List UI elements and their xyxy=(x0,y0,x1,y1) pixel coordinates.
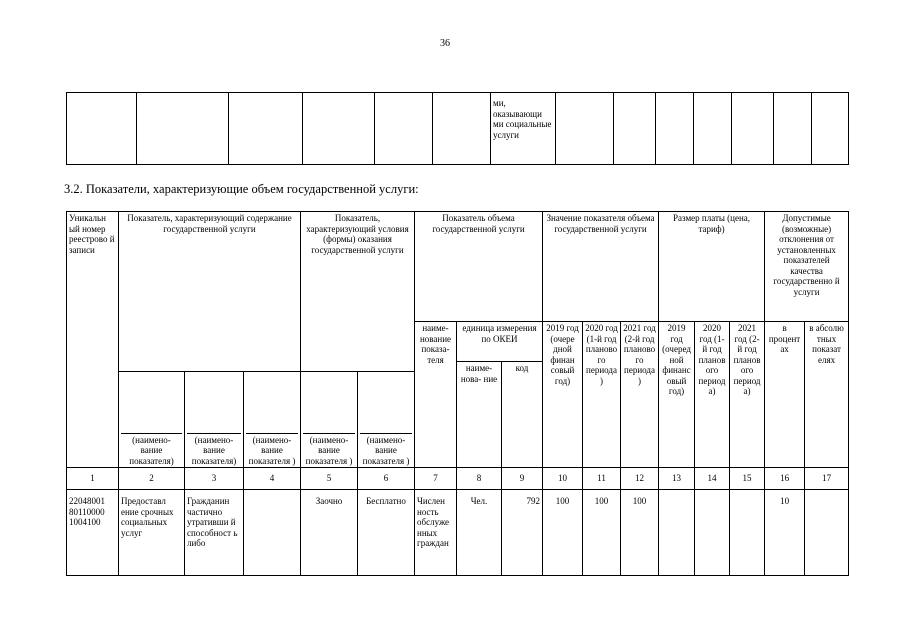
cell-indicator: Числен ность обслуже нных граждан xyxy=(415,490,457,576)
column-number-14: 14 xyxy=(695,468,730,490)
header-unit-code: код xyxy=(502,362,543,468)
name-placeholder-5: (наимено- вание показателя ) xyxy=(358,372,415,468)
header-volume-indicator: Показатель объема государственной услуги xyxy=(415,212,543,322)
column-number-8: 8 xyxy=(457,468,502,490)
header-deviations: Допустимые (возможные) отклонения от установленных показателей качества государственно й услуги xyxy=(765,212,849,322)
column-number-4: 4 xyxy=(244,468,301,490)
cell-value-2020: 100 xyxy=(583,490,621,576)
column-number-9: 9 xyxy=(502,468,543,490)
top-table xyxy=(66,92,849,165)
top-cell-9 xyxy=(614,93,656,165)
top-cell-2 xyxy=(137,93,229,165)
header-unit: единица измерения по ОКЕИ xyxy=(457,322,543,362)
cell-fee-2021 xyxy=(730,490,765,576)
header-indicator-name: наиме- нование показа- теля xyxy=(415,322,457,468)
cell-col4 xyxy=(244,490,301,576)
cell-unit-code: 792 xyxy=(502,490,543,576)
header-conditions-indicator: Показатель, характеризующий условия (формы) оказания государственной услуги xyxy=(301,212,415,372)
top-cell-3 xyxy=(229,93,303,165)
cell-fee-2020 xyxy=(695,490,730,576)
cell-payment: Бесплатно xyxy=(358,490,415,576)
column-number-1: 1 xyxy=(67,468,119,490)
column-number-12: 12 xyxy=(621,468,659,490)
name-placeholder-1: (наимено- вание показателя) xyxy=(119,372,185,468)
page-number: 36 xyxy=(440,38,450,49)
header-year-2019-fee: 2019 год (очеред ной финанс овый год) xyxy=(659,322,695,468)
header-in-absolute: в абсолю тных показат елях xyxy=(805,322,849,468)
header-in-percent: в процент ах xyxy=(765,322,805,468)
top-cell-13 xyxy=(774,93,812,165)
top-cell-service: ми, оказывающи ми социальные услуги xyxy=(491,93,556,165)
column-number-5: 5 xyxy=(301,468,358,490)
header-year-2020-value: 2020 год (1-й год планово го периода ) xyxy=(583,322,621,468)
cell-deviation-absolute xyxy=(805,490,849,576)
header-unique-number: Уникальн ый номер реестрово й записи xyxy=(67,212,119,468)
name-placeholder-4: (наимено- вание показателя ) xyxy=(301,372,358,468)
header-year-2020-fee: 2020 год (1- й год планов ого период а) xyxy=(695,322,730,468)
section-title: 3.2. Показатели, характеризующие объем государственной услуги: xyxy=(64,182,419,196)
column-number-2: 2 xyxy=(119,468,185,490)
header-year-2021-fee: 2021 год (2- й год планов ого период а) xyxy=(730,322,765,468)
header-year-2019-value: 2019 год (очере дной финан совый год) xyxy=(543,322,583,468)
column-number-15: 15 xyxy=(730,468,765,490)
top-cell-4 xyxy=(303,93,375,165)
cell-deviation-percent: 10 xyxy=(765,490,805,576)
top-cell-12 xyxy=(732,93,774,165)
table-row xyxy=(67,490,849,576)
top-cell-10 xyxy=(656,93,694,165)
column-number-13: 13 xyxy=(659,468,695,490)
top-cell-5 xyxy=(375,93,433,165)
cell-value-2019: 100 xyxy=(543,490,583,576)
name-placeholder-3: (наимено- вание показателя ) xyxy=(244,372,301,468)
cell-service-content: Предоставл ение срочных социальных услуг xyxy=(119,490,185,576)
cell-value-2021: 100 xyxy=(621,490,659,576)
column-number-16: 16 xyxy=(765,468,805,490)
column-number-7: 7 xyxy=(415,468,457,490)
cell-citizen-category: Гражданин частично утративши й способност ь либо xyxy=(185,490,244,576)
column-number-17: 17 xyxy=(805,468,849,490)
header-volume-value: Значение показателя объема государственной услуги xyxy=(543,212,659,322)
top-cell-1 xyxy=(67,93,137,165)
top-cell-11 xyxy=(694,93,732,165)
header-year-2021-value: 2021 год (2-й год планово го периода ) xyxy=(621,322,659,468)
column-number-10: 10 xyxy=(543,468,583,490)
cell-unit-name: Чел. xyxy=(457,490,502,576)
column-number-11: 11 xyxy=(583,468,621,490)
cell-form: Заочно xyxy=(301,490,358,576)
header-content-indicator: Показатель, характеризующий содержание государственной услуги xyxy=(119,212,301,372)
header-fee: Размер платы (цена, тариф) xyxy=(659,212,765,322)
top-cell-8 xyxy=(556,93,614,165)
top-cell-6 xyxy=(433,93,491,165)
name-placeholder-2: (наимено- вание показателя) xyxy=(185,372,244,468)
cell-fee-2019 xyxy=(659,490,695,576)
volume-indicators-table xyxy=(66,211,849,576)
cell-registry-number: 22048001 80110000 1004100 xyxy=(67,490,119,576)
column-number-3: 3 xyxy=(185,468,244,490)
top-cell-14 xyxy=(812,93,849,165)
header-unit-name: наиме- нова- ние xyxy=(457,362,502,468)
column-number-6: 6 xyxy=(358,468,415,490)
